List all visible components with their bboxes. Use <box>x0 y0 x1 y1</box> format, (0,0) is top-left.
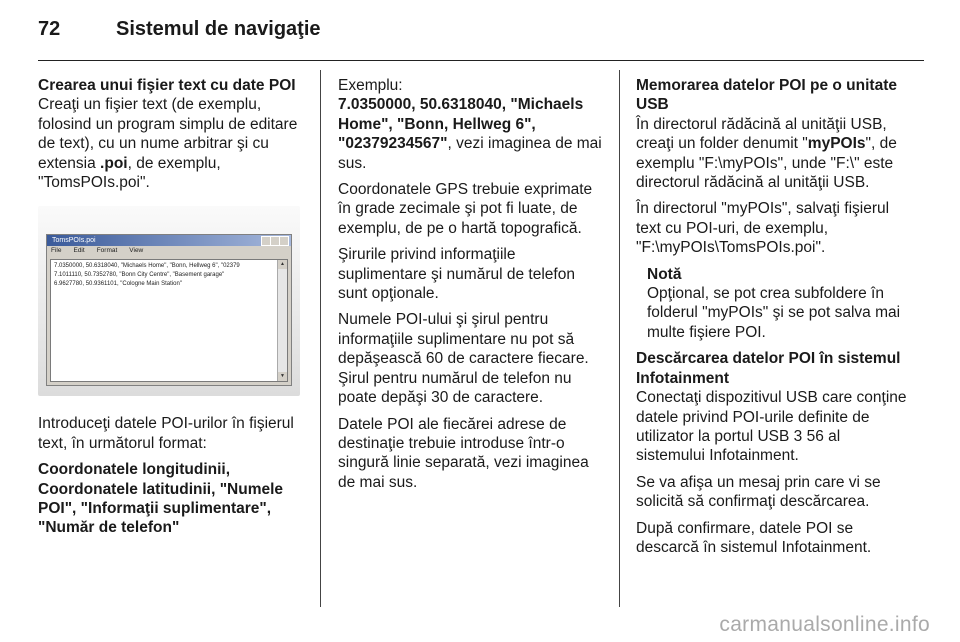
section-heading: Descărcarea datelor POI în sistemul Infotainment <box>636 350 901 387</box>
note-text: Opţional, se pot crea subfoldere în folderul "myPOIs" şi se pot salva mai multe fişiere POI. <box>647 285 901 341</box>
page-number: 72 <box>38 18 61 40</box>
paragraph: Creaţi un fişier text (de exemplu, folosind un program simplu de editare de text), cu un nume arbitrar şi cu extensia .poi, de exemplu, "TomsPOIs.poi". <box>38 96 298 192</box>
notepad-window <box>46 234 292 386</box>
paragraph: După confirmare, datele POI se descarcă în sistemul Infotainment. <box>636 519 872 556</box>
column-2 <box>338 76 608 499</box>
paragraph: Coordonatele GPS trebuie exprimate în grade zecimale şi pot fi luate, de exemplu, de pe o hartă topografică. <box>338 181 593 237</box>
text-line: 6.9627780, 50.9361101, "Cologne Main Station" <box>54 280 182 287</box>
page-header <box>38 18 321 41</box>
paragraph: Şirurile privind informaţiile suplimentare şi numărul de telefon sunt opţionale. <box>338 246 575 303</box>
window-title: TomsPOIs.poi <box>52 237 96 245</box>
column-divider <box>619 70 620 607</box>
page-title: Sistemul de navigaţie <box>116 18 321 40</box>
window-titlebar <box>47 235 291 246</box>
menu-item: Format <box>96 247 118 255</box>
paragraph: În directorul "myPOIs", salvaţi fişierul text cu POI-uri, de exemplu, "F:\myPOIs\TomsPOIs.poi". <box>636 200 890 257</box>
column-3 <box>636 76 908 564</box>
column-1 <box>38 76 304 545</box>
menu-item: View <box>129 247 144 255</box>
paragraph: Se va afişa un mesaj prin care vi se solicită să confirmaţi descărcarea. <box>636 473 881 511</box>
format-spec: Coordonatele longitudinii, Coordonatele latitudinii, "Numele POI", "Informaţii suplimentare", "Număr de telefon" <box>38 461 284 537</box>
paragraph: Datele POI ale fiecărei adrese de destinaţie trebuie introduse într-o singură linie separată, vezi imaginea de mai sus. <box>338 415 589 491</box>
column-divider <box>320 70 321 607</box>
figure-screenshot <box>38 206 300 396</box>
note-title: Notă <box>647 265 682 283</box>
scrollbar <box>277 260 287 381</box>
section-heading: Crearea unui fişier text cu date POI <box>38 77 296 94</box>
section-heading: Memorarea datelor POI pe o unitate USB <box>636 77 897 114</box>
page-reference: 3 56 <box>793 427 824 445</box>
watermark: carmanualsonline.info <box>719 613 930 636</box>
menu-item: Edit <box>73 247 85 255</box>
text-line: 7.1011110, 50.7352780, "Bonn City Centre", "Basement garage" <box>54 272 225 279</box>
header-rule <box>38 60 924 61</box>
example-label: Exemplu: <box>338 77 403 94</box>
scroll-down-icon: ▼ <box>278 372 287 381</box>
note-box <box>647 265 908 343</box>
paragraph: În directorul rădăcină al unităţii USB, creaţi un folder denumit "myPOIs", de exemplu "F:\myPOIs", unde "F:\" este directorul rădăcină al unităţii USB. <box>636 115 897 192</box>
scroll-up-icon: ▲ <box>278 260 287 269</box>
example: 7.0350000, 50.6318040, "Michaels Home", "Bonn, Hellweg 6", "02379234567", vezi imaginea de mai sus. <box>338 96 602 172</box>
text-area <box>50 259 288 382</box>
window-menubar <box>47 246 291 256</box>
menu-item: File <box>51 247 62 255</box>
close-icon <box>279 236 289 246</box>
paragraph: Introduceţi datele POI-urilor în fişierul text, în următorul format: <box>38 415 294 452</box>
paragraph: Numele POI-ului şi şirul pentru informaţiile suplimentare nu pot să depăşească 60 de caractere fiecare. Şirul pentru numărul de telefon nu poate depăşi 30 de caractere. <box>338 311 589 407</box>
paragraph: Conectaţi dispozitivul USB care conţine datele privind POI-urile definite de utilizator la portul USB 3 56 al sistemului Infotainment. <box>636 389 907 465</box>
text-line: 7.0350000, 50.6318040, "Michaels Home", "Bonn, Hellweg 6", "02379 <box>54 263 240 270</box>
